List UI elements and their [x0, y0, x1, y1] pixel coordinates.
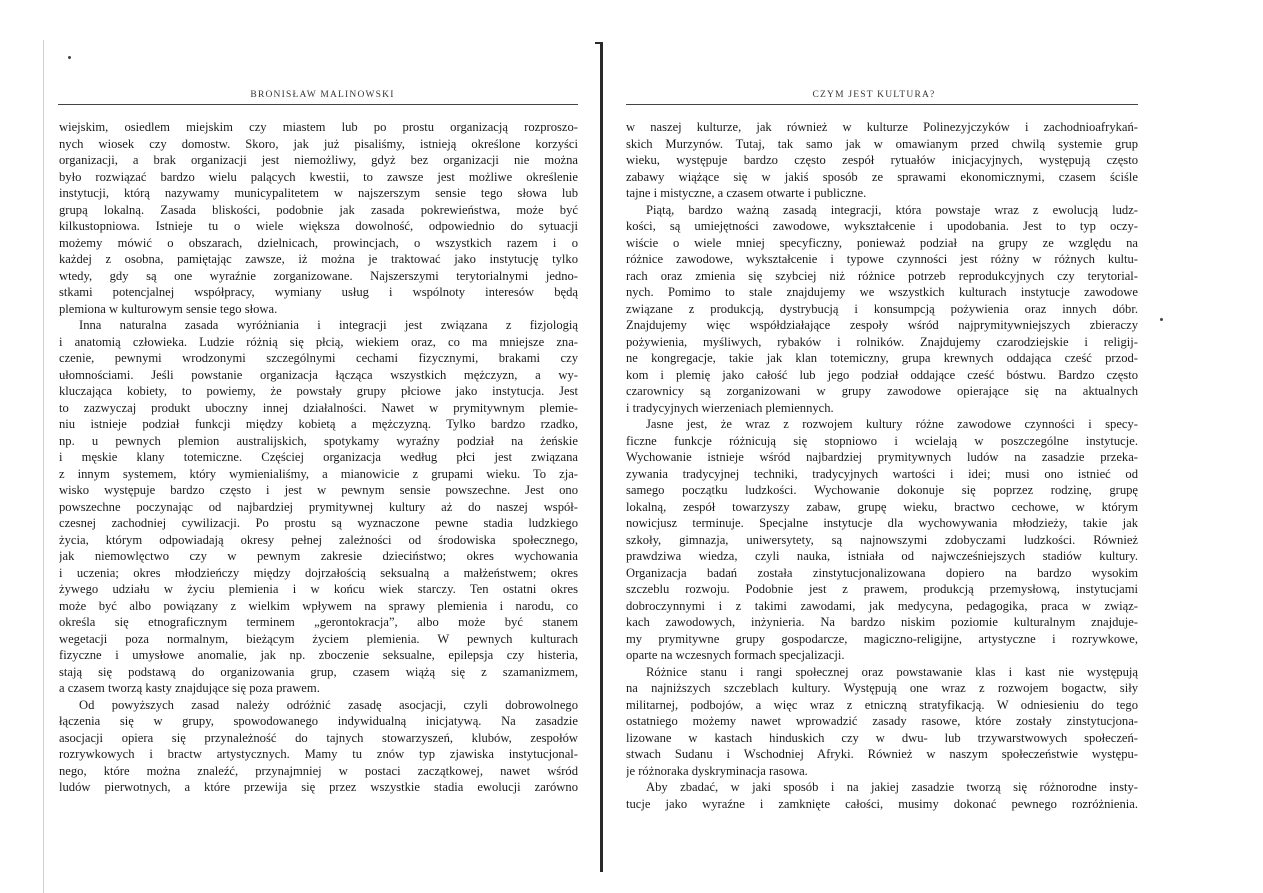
text-line: stają się podstawą do organizowania grup, czasem wiążą się z szamanizmem, [59, 664, 578, 679]
header-rule [58, 104, 578, 105]
text-line: Jasne jest, że wraz z rozwojem kultury różne zawodowe czynności i specy- [646, 417, 1138, 431]
text-line: z innym systemem, który wymienialiśmy, a mianowicie z grupami wieku. To zja- [59, 466, 578, 481]
text-line: a czasem tworzą kasty znajdujące się poza prawem. [59, 681, 320, 695]
text-line: wegetacji poza normalnym, bieżącym życiem plemienia. W pewnych kulturach [59, 631, 578, 646]
text-line: różnice zawodowe, wykształcenie i typowe czynności jest różny w różnych kultu- [626, 252, 1138, 266]
text-line: w naszej kulturze, jak również w kulturze Polinezyjczyków i zachodnioafrykań- [626, 120, 1138, 134]
text-line: zabawy wiążące się w jakiś sposób ze sprawami ekonomicznymi, czasem ściśle [626, 169, 1138, 184]
text-line: kości, są umiejętności zawodowe, wykształcenie i upodobania. Jest to typ oczy- [626, 219, 1138, 233]
text-line: szkoły, gimnazja, uniwersytety, są najnowszymi zdobyczami ludzkości. Również [626, 532, 1138, 547]
text-line: i anatomią człowieka. Ludzie różnią się płcią, wiekiem oraz, co ma mniejsze zna- [59, 334, 578, 349]
running-head-author: BRONISŁAW MALINOWSKI [250, 90, 395, 100]
text-line: to zazwyczaj produkt uboczny innej działalności. Nawet w prymitywnym plemie- [59, 400, 578, 415]
text-line: lokalną, zespół towarzyszy zabaw, grupę wieku, bractwo cechowe, w którym [626, 499, 1138, 514]
text-line: ficzne funkcje różnicują się stopniowo i wcielają w poszczególne instytucje. [626, 433, 1138, 448]
text-line: nego, które można znaleźć, przynajmniej w postaci zaczątkowej, nawet wśród [59, 763, 578, 778]
text-line: nych wiosek czy domostw. Skoro, jak już pisaliśmy, istnieją określone korzyści [59, 136, 578, 151]
text-line: i męskie klany totemiczne. Częściej organizacja według płci jest związana [59, 450, 578, 464]
page-edge [43, 40, 44, 893]
text-line: stkami potencjalnej współpracy, wymiany usług i wspólnoty interesów będą [59, 285, 578, 299]
text-line: Inna naturalna zasada wyróżniania i integracji jest związana z fizjologią [79, 318, 578, 332]
text-line: Znajdujemy więc współdziałające zespoły wśród najprymitywniejszych zbieraczy [626, 318, 1138, 332]
text-line: instytucji, którą nazywamy municypalitetem w najszerszym sensie tego słowa lub [59, 186, 578, 200]
text-line: i tradycyjnych wierzeniach plemiennych. [626, 400, 834, 415]
text-line: kom i plemię jako całość lub jego podział oddające cześć bóstwu. Bardzo często [626, 367, 1138, 382]
text-line: kilkustopniowa. Istnieje tu o wiele większa dowolność, odpowiednio do sytuacji [59, 219, 578, 233]
text-line: wiejskim, osiedlem miejskim czy miastem lub po prostu organizacją rozproszo- [59, 120, 578, 134]
text-line: militarnej, podbojów, a więc wraz z etniczną stratyfikacją. W odniesieniu do tego [626, 697, 1138, 712]
text-line: Różnice stanu i rangi społecznej oraz powstawanie klas i kast nie występują [646, 664, 1138, 679]
text-line: jak niemowlęctwo czy w pewnym zakresie dzieciństwo; okres wychowania [59, 549, 578, 563]
text-line: możemy mówić o obszarach, dzielnicach, prowincjach, o wszystkich razem i o [59, 235, 578, 250]
text-line: ułomnościami. Jeśli powstanie organizacja łącząca wszystkich mężczyzn, a wy- [59, 367, 578, 382]
running-head-title: CZYM JEST KULTURA? [812, 90, 936, 100]
text-line: wieku, występuje bardzo często zespół rytuałów inicjacyjnych, występują często [626, 153, 1138, 167]
text-line: dobroczynnymi i z takimi zawodami, jak medycyna, pedagogika, praca w związ- [626, 598, 1138, 613]
text-line: i uczenia; okres młodzieńczy między dojrzałością seksualną a małżeństwem; okres [59, 565, 578, 580]
text-line: na najniższych szczeblach kultury. Występują one wraz z rozwojem bogactw, siły [626, 681, 1138, 695]
text-line: czarownicy są zorganizowani w grupy zawodowe opierające się na aktualnych [626, 384, 1138, 398]
text-line: pożywienia, myśliwych, rybaków i rolników. Znajdujemy czarodziejskie i religij- [626, 334, 1138, 349]
text-line: Piątą, bardzo ważną zasadą integracji, która powstaje wraz z ewolucją ludz- [646, 202, 1138, 217]
text-line: życia, którym odpowiadają okresy pełnej zależności od środowiska społecznego, [59, 532, 578, 547]
text-line: określa się etnograficznym terminem „gerontokracja”, albo może być stanem [59, 615, 578, 629]
text-line: samego początku ludzkości. Wychowanie dokonuje się poprzez rodzinę, grupę [626, 483, 1138, 497]
text-line: związane z produkcją, dystrybucją i konsumpcją pożywienia oraz innych dóbr. [626, 301, 1138, 316]
text-line: kach zawodowych, inżynieria. Na bardzo niskim poziomie kulturalnym znajduje- [626, 615, 1138, 629]
text-line: szczeblu rozwoju. Podobnie jest z prawem, produkcją przemysłową, instytucjami [626, 582, 1138, 596]
text-line: np. u pewnych plemion australijskich, spotykamy wyraźny podział na żeńskie [59, 433, 578, 448]
text-line: plemiona w kulturowym sensie tego słowa. [59, 301, 278, 316]
text-line: stwach Sudanu i Wschodniej Afryki. Również w naszym społeczeństwie występu- [626, 747, 1138, 761]
text-line: je różnoraka dyskryminacja rasowa. [626, 763, 808, 778]
text-line: Wychowanie istnieje wśród najbardziej prymitywnych ludów na zasadzie przeka- [626, 450, 1138, 464]
left-page-body [59, 119, 578, 796]
text-line: skich Murzynów. Tutaj, tak samo jak w omawianym przed chwilą systemie grup [626, 136, 1138, 151]
text-line: rach oraz zmienia się szybciej niż różnice potrzeb reprodukcyjnych czy terytorial- [626, 268, 1138, 283]
text-line: wtedy, gdy są one wyraźnie zorganizowane. Najszerszymi terytorialnymi jedno- [59, 268, 578, 283]
text-line: tucje jako wyraźne i zamknięte całości, musimy dokonać pewnego rozróżnienia. [626, 796, 1138, 811]
text-line: nych. Pomimo to stale znajdujemy we wszystkich kulturach instytucje zawodowe [626, 285, 1138, 299]
text-line: zywania tradycyjnej techniki, tradycyjnych wartości i idei; musi ono istnieć od [626, 466, 1138, 481]
text-line: Aby zbadać, w jaki sposób i na jakiej zasadzie tworzą się różnorodne insty- [646, 780, 1138, 794]
text-line: wiście o wiele mniej specyficzny, ponieważ podział na grupy ze względu na [626, 235, 1138, 250]
text-line: tajne i mistyczne, a czasem otwarte i publiczne. [626, 186, 867, 200]
text-line: niu istnieje podział funkcji między kobietą a mężczyzną. Tylko bardzo rzadko, [59, 417, 578, 431]
text-line: fizyczne i umysłowe anomalie, jak np. zboczenie seksualne, epilepsja czy histeria, [59, 648, 578, 662]
text-line: może być albo powiązany z wielkim wpływem na sprawy plemienia i narodu, co [59, 598, 578, 613]
text-line: wisko występuje bardzo często i jest w pewnym sensie powszechne. Jest ono [59, 483, 578, 497]
text-line: czenie, pewnymi wrodzonymi szczególnymi cechami fizycznymi, brakami czy [59, 351, 578, 365]
text-line: organizacji, a brak organizacji jest niemożliwy, gdyż bez organizacji nie można [59, 153, 578, 167]
text-line: ostatniego możemy nawet wprowadzić zasady rasowe, które zostały zinstytucjona- [626, 714, 1138, 728]
text-line: ne kongregacje, takie jak klan totemiczny, grupa krewnych oddająca cześć przod- [626, 351, 1138, 365]
text-line: Od powyższych zasad należy odróżnić zasadę asocjacji, czyli dobrowolnego [79, 697, 578, 712]
scan-speck [1160, 318, 1163, 321]
right-page-body [626, 119, 1138, 812]
book-gutter [600, 42, 603, 872]
text-line: my prymitywne grupy gospodarcze, magiczno-religijne, artystyczne i rozrywkowe, [626, 631, 1138, 646]
text-line: łączenia się w grupy, spowodowanego indywidualną inicjatywą. Na zasadzie [59, 714, 578, 728]
text-line: było rozwiązać bardzo wielu palących kwestii, to zawsze jest możliwe określenie [59, 169, 578, 184]
text-line: czesnej zachodniej cywilizacji. Po prostu są wyznaczone pewne stadia ludzkiego [59, 516, 578, 530]
text-line: każdej z osobna, pamiętając zawsze, iż można je traktować jako instytucję tylko [59, 252, 578, 266]
text-line: oparte na wczesnych formach specjalizacji. [626, 648, 845, 662]
text-line: ludów pierwotnych, a które przewija się przez wszystkie stadia ewolucji zarówno [59, 780, 578, 794]
text-line: powszechne poczynając od najbardziej prymitywnej kultury aż do naszej współ- [59, 499, 578, 514]
right-page [604, 0, 1144, 893]
text-line: prawdziwa wiedza, czyli nauka, istniała od najwcześniejszych stadiów kultury. [626, 549, 1138, 563]
text-line: grupą lokalną. Zasada bliskości, podobnie jak zasada pokrewieństwa, może być [59, 202, 578, 217]
text-line: Organizacja badań została zinstytucjonalizowana dopiero na bardzo wysokim [626, 565, 1138, 580]
text-line: żywego udziału w życiu plemienia i w końcu wiek starczy. Ten ostatni okres [59, 582, 578, 596]
text-line: lizowane w kastach hinduskich czy w dwu- lub trzywarstwowych społeczeń- [626, 730, 1138, 745]
text-line: nowicjusz terminuje. Specjalne instytucje dla wychowywania młodzieży, takie jak [626, 516, 1138, 530]
text-line: rozrywkowych i bractw artystycznych. Mamy tu znów typ zjawiska instytucjonal- [59, 747, 578, 761]
text-line: asocjacji opiera się przynależność do tajnych stowarzyszeń, klubów, zespołów [59, 730, 578, 745]
left-page [45, 0, 600, 893]
header-rule [626, 104, 1138, 105]
text-line: kluczająca kobiety, to powiemy, że powstały grupy płciowe jako instytucja. Jest [59, 384, 578, 398]
